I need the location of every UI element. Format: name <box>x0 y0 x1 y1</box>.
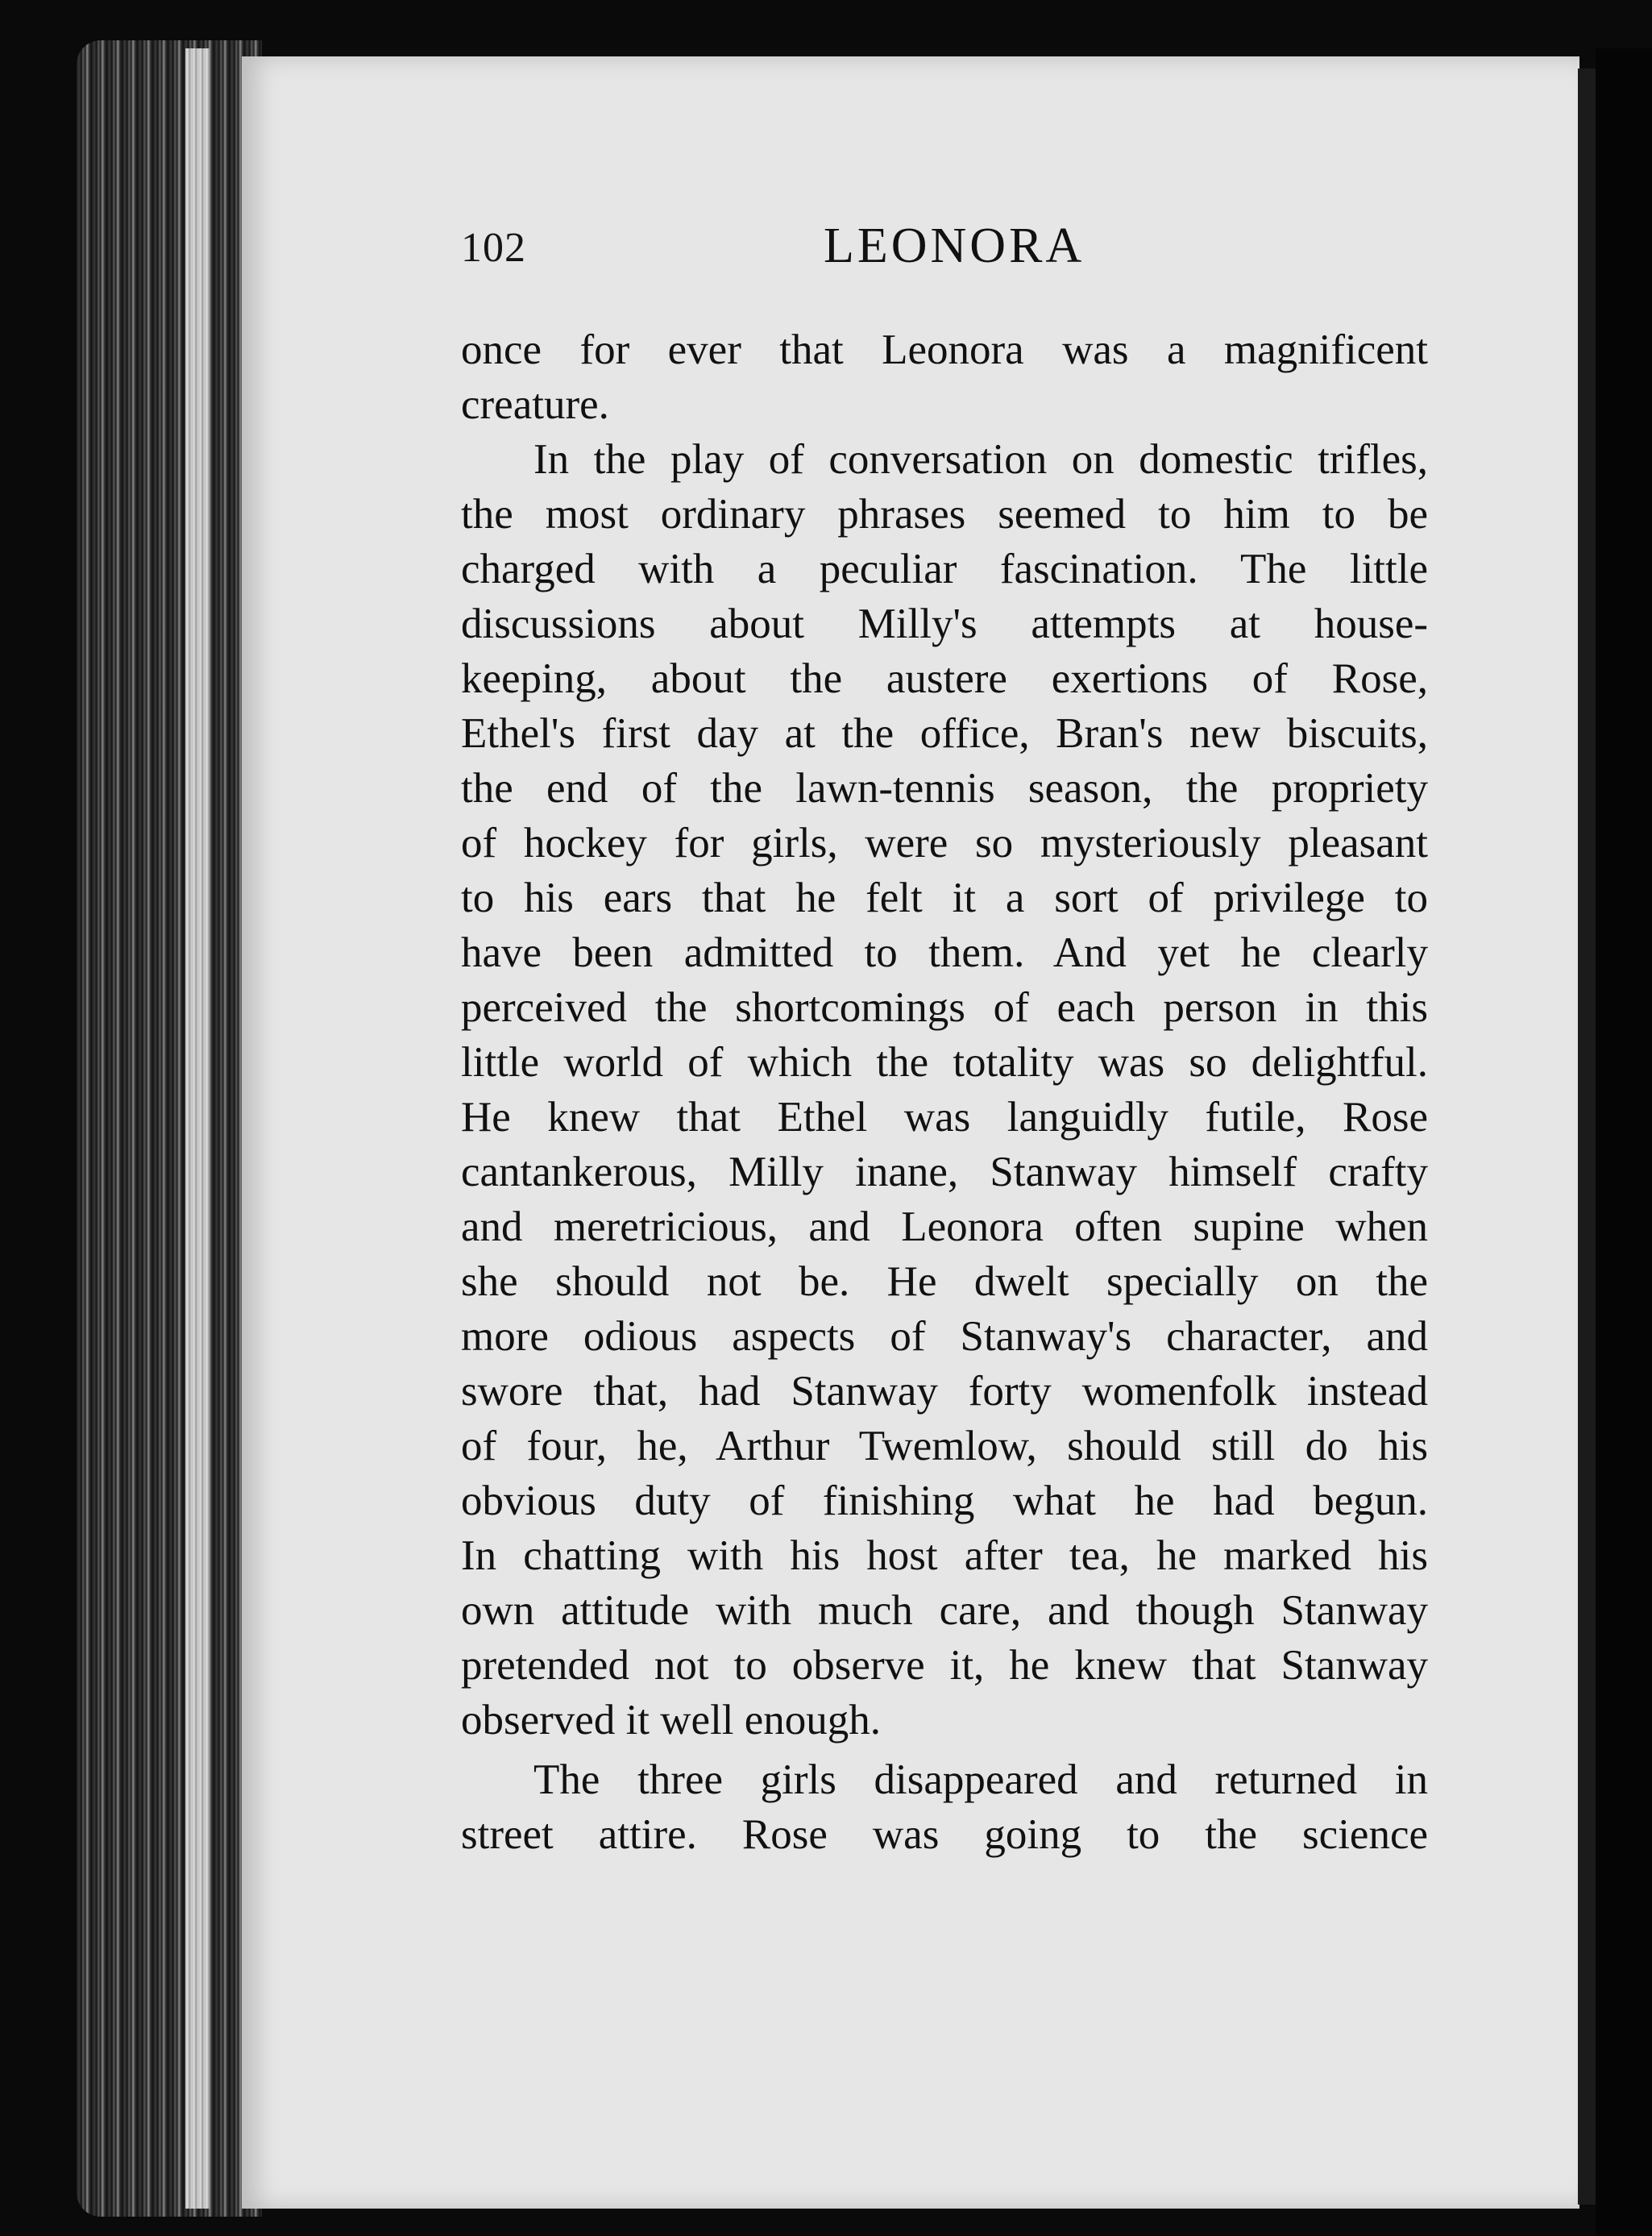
text-line: own attitude with much care, and though Stanway <box>461 1587 1428 1634</box>
text-line: He knew that Ethel was languidly futile, Rose <box>461 1094 1428 1141</box>
text-line: creature. <box>461 381 609 428</box>
text-line: once for ever that Leonora was a magnificent <box>461 326 1428 373</box>
text-line: little world of which the totality was so delightful. <box>461 1039 1428 1086</box>
text-line: swore that, had Stanway forty womenfolk instead <box>461 1368 1428 1415</box>
page-number: 102 <box>461 225 526 271</box>
text-line: obvious duty of finishing what he had begun. <box>461 1478 1428 1524</box>
text-line: street attire. Rose was going to the science <box>461 1811 1428 1858</box>
text-line: the most ordinary phrases seemed to him to be <box>461 491 1428 538</box>
text-line: of four, he, Arthur Twemlow, should still do his <box>461 1423 1428 1469</box>
paragraph <box>461 432 1428 1748</box>
paragraph <box>461 322 1428 432</box>
book-page-edges-inner <box>185 48 210 2209</box>
text-line: In chatting with his host after tea, he marked his <box>461 1532 1428 1579</box>
text-line: have been admitted to them. And yet he clearly <box>461 929 1428 976</box>
text-line: Ethel's first day at the office, Bran's new biscuits, <box>461 710 1428 757</box>
body-text <box>461 322 1428 1862</box>
text-line: of hockey for girls, were so mysteriously pleasant <box>461 820 1428 867</box>
text-line: the end of the lawn-tennis season, the propriety <box>461 765 1428 812</box>
text-line: The three girls disappeared and returned in <box>533 1756 1428 1803</box>
text-line: perceived the shortcomings of each person in this <box>461 984 1428 1031</box>
text-line: she should not be. He dwelt specially on the <box>461 1258 1428 1305</box>
text-line: cantankerous, Milly inane, Stanway himself crafty <box>461 1149 1428 1195</box>
running-head <box>461 218 1404 282</box>
text-line: more odious aspects of Stanway's character, and <box>461 1313 1428 1360</box>
text-line: pretended not to observe it, he knew that Stanway <box>461 1642 1428 1689</box>
text-line: In the play of conversation on domestic trifles, <box>533 436 1428 483</box>
text-line: discussions about Milly's attempts at house- <box>461 601 1428 647</box>
book-page-edges <box>77 40 262 2217</box>
text-line: charged with a peculiar fascination. The little <box>461 546 1428 592</box>
running-title: LEONORA <box>824 218 1085 273</box>
page-right-shadow <box>1578 69 1596 2205</box>
paragraph <box>461 1752 1428 1862</box>
scan-background-right <box>1596 48 1652 2236</box>
text-line: keeping, about the austere exertions of Rose, <box>461 655 1428 702</box>
text-line: to his ears that he felt it a sort of privilege to <box>461 875 1428 921</box>
text-line: and meretricious, and Leonora often supine when <box>461 1203 1428 1250</box>
text-line: observed it well enough. <box>461 1697 882 1743</box>
